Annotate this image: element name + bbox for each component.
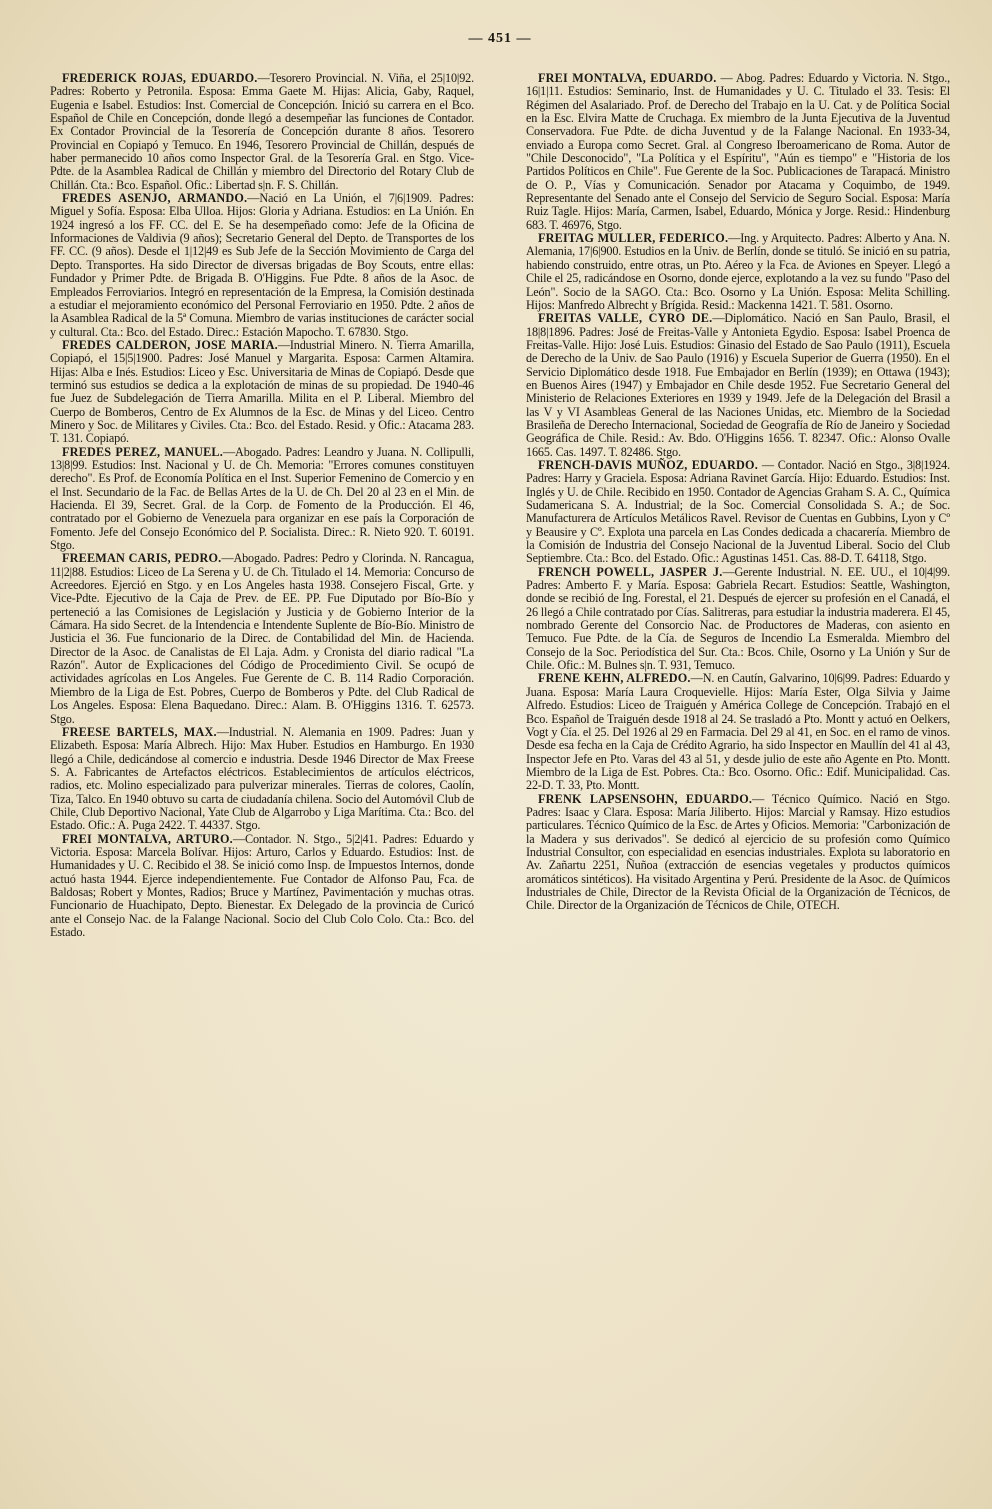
entry-name: FRENK LAPSENSOHN, EDUARDO. — [538, 791, 753, 806]
left-column — [50, 72, 474, 939]
entry-name: FRENCH-DAVIS MUÑOZ, EDUARDO. — [538, 457, 758, 472]
biography-entry — [526, 459, 950, 566]
entry-name: FRENE KEHN, ALFREDO. — [538, 671, 691, 686]
entry-name: FRENCH POWELL, JASPER J. — [538, 564, 723, 579]
biography-entry — [50, 833, 474, 940]
biography-entry — [50, 192, 474, 339]
biography-entry — [50, 552, 474, 725]
page-number: — 451 — — [468, 31, 532, 46]
entry-text: —Contador. N. Stgo., 5|2|41. Padres: Eduardo y Victoria. Esposa: Marcela Bolívar. Hijos: Arturo, Carlos y Eduardo. Estudios: Inst. de Humanidades y U. C. Recibido el 38. Se inició como Insp. de Impuestos Internos, donde actuó hasta 1944. Ejerce independientemente. Fue Contador de Alfonso Pau, Fca. de Baldosas; Robert y Montes, Radios; Bruce y Martínez, Pavimentación y muchas otras. Funcionario de Huachipato, Depto. Bienestar. Ex Delegado de la provincia de Curicó ante el Consejo Nac. de la Falange Nacional. Socio del Club Colo Colo. Cta.: Bco. del Estado. — [50, 831, 474, 939]
entry-name: FREI MONTALVA, ARTURO. — [62, 831, 233, 846]
entry-text: —Gerente Industrial. N. EE. UU., el 10|4|99. Padres: Amberto F. y María. Esposa: Gabriela Recart. Estudios: Seattle, Washington, donde se recibió de Ing. Forestal, el 21. Después de ejercer su profesión en el Canadá, el 26 llegó a Chile contratado por Cías. Salitreras, para estudiar la industria maderera. El 45, nombrado Gerente del Consorcio Nac. de Productores de Maderas, con asiento en Temuco. Fue Pdte. de la Cía. de Seguros de Incendio La Esmeralda. Miembro del Consejo de la Soc. Periodística del Sur. Cta.: Bcos. Chile, Osorno y La Unión y Sur de Chile. Ofic.: M. Bulnes s|n. T. 931, Temuco. — [526, 564, 950, 673]
right-column — [526, 72, 950, 939]
biography-entry — [50, 72, 474, 192]
biography-entry — [526, 672, 950, 792]
entry-name: FREDERICK ROJAS, EDUARDO. — [62, 71, 258, 85]
entry-text: —Nació en La Unión, el 7|6|1909. Padres: Miguel y Sofía. Esposa: Elba Ulloa. Hijos: Gloria y Adriana. Estudios: en La Unión. En 1924 ingresó a los FF. CC. del E. Se ha desempeñado como: Jefe de la Oficina de Informaciones de Valdivia (9 años); Secretario General del Depto. de Transportes de los FF. CC. (9 años). Desde el 1|12|49 es Sub Jefe de la Sección Movimiento de Carga del Depto. Transportes. Ha sido Director de diversas brigadas de Boy Scouts, entre ellas: Fundador y Primer Pdte. de Brigada B. O'Higgins. Fue Pdte. 8 años de la Asoc. de Empleados Ferroviarios. Integró en representación de la Empresa, la Comisión destinada a estudiar el mejoramiento económico del Personal Ferroviario en 1950. Pdte. 2 años de la Asamblea Radical de la 5ª Comuna. Miembro de varias instituciones de carácter social y cultural. Cta.: Bco. del Estado. Direc.: Estación Mapocho. T. 67830. Stgo. — [50, 191, 474, 339]
entry-name: FREDES ASENJO, ARMANDO. — [62, 191, 248, 206]
entry-text: —Abogado. Padres: Leandro y Juana. N. Collipulli, 13|8|99. Estudios: Inst. Nacional y U. de Ch. Memoria: "Errores comunes constituyen derecho". Es Prof. de Economía Política en el Inst. Superior Femenino de Comercio y en el Inst. Secundario de la Fac. de Bellas Artes de la U. de Ch. Del 20 al 23 en el Min. de Hacienda. El 39, Secret. Gral. de la Corp. de Fomento de la Producción. El 46, contratado por el Gobierno de Venezuela para organizar en ese país la Corporación de Fomento. Jefe del Consejo Económico del P. Socialista. Direc.: R. Nieto 920. T. 60191. Stgo. — [50, 444, 474, 553]
biography-entry — [50, 339, 474, 446]
entry-name: FREESE BARTELS, MAX. — [62, 724, 217, 739]
entry-text: —Ing. y Arquitecto. Padres: Alberto y Ana. N. Alemania, 17|6|900. Estudios en la Univ. de Berlín, donde se tituló. Se inició en su patria, habiendo construido, entre otras, un Pto. Aéreo y la Fca. de Aviones en Speyer. Llegó a Chile el 25, radicándose en Osorno, donde ejerce, explotando a la vez su fundo "Paso del León". Socio de la SAGO. Cta.: Bco. Osorno y La Unión. Esposa: Melita Schilling. Hijos: Manfredo Albrecht y Brígida. Resid.: Mackenna 1421. T. 581. Osorno. — [526, 231, 950, 312]
biography-entry — [526, 793, 950, 913]
entry-text: —N. en Cautín, Galvarino, 10|6|99. Padres: Eduardo y Juana. Esposa: María Laura Croquevielle. Hijos: María Ester, Olga Silvia y Jaime Alfredo. Estudios: Liceo de Traiguén y América College de Concepción. Trabajó en el Bco. Español de Traiguén desde 1918 al 24. Se trasladó a Pto. Montt y actuó en Oelkers, Vogt y Cía. el 25. Del 1926 al 29 en Farmacia. Del 29 al 41, en Soc. en el ramo de vinos. Desde esa fecha en la Caja de Crédito Agrario, ha sido Inspector en Maullín del 41 al 43, Inspector Jefe en Pto. Varas del 43 al 51, y desde julio de este año Agente en Pto. Montt. Miembro de la Liga de Est. Pobres. Cta.: Bco. Osorno. Ofic.: Edif. Municipalidad. Cas. 22-D. T. 33, Pto. Montt. — [526, 671, 951, 793]
entry-name: FREDES PEREZ, MANUEL. — [62, 444, 223, 459]
entry-text: —Diplomático. Nació en San Paulo, Brasil, el 18|8|1896. Padres: José de Freitas-Valle y Antonieta Egydio. Esposa: Isabel Proenca de Freitas-Valle. Hijo: José Luis. Estudios: Ginasio del Estado de Sao Paulo (1911), Escuela de Derecho de la Univ. de Sao Paulo (1916) y Escuela Superior de Guerra (1950). En el Servicio Diplomático desde 1918. Fue Embajador en Berlín (1939); en Ottawa (1943); en Buenos Aires (1947) y Embajador en Chile desde 1952. Fue Secretario General del Ministerio de Relaciones Exteriores en 1939 y 1949. Jefe de la Delegación del Brasil a las V y VI Asambleas General de las Naciones Unidas, etc. Miembro de la Sociedad Brasileña de Derecho Internacional, Sociedad de Geografía de Río de Janeiro y Sociedad Geográfica de Chile. Resid.: Av. Bdo. O'Higgins 1656. T. 82347. Ofic.: Alonso Ovalle 1665. Cas. 1497. T. 82486. Stgo. — [526, 311, 950, 459]
entry-name: FREITAG MULLER, FEDERICO. — [538, 231, 729, 246]
entry-text: —Industrial Minero. N. Tierra Amarilla, Copiapó, el 15|5|1900. Padres: José Manuel y Margarita. Esposa: Carmen Altamira. Hijas: Alba e Inés. Estudios: Liceo y Esc. Universitaria de Minas de Copiapó. Desde que terminó sus estudios se dedica a la explotación de minas de su propiedad. De 1940-46 fue Juez de Subdelegación de Tierra Amarilla. Milita en el P. Liberal. Miembro del Cuerpo de Bomberos, Centro de Ex Alumnos de la Esc. de Minas y del Liceo. Centro Minero y Soc. de Militares y Civiles. Cta.: Bco. del Estado. Resid. y Ofic.: Atacama 283. T. 131. Copiapó. — [50, 337, 474, 446]
entry-name: FREI MONTALVA, EDUARDO. — [538, 71, 717, 85]
entry-text: — Abog. Padres: Eduardo y Victoria. N. Stgo., 16|1|11. Estudios: Seminario, Inst. de Humanidades y U. C. Titulado el 33. Tesis: El Régimen del Asalariado. Prof. de Derecho del Trabajo en la U. Cat. y de Política Social en la Esc. Elvira Matte de Cruchaga. Ex miembro de la Junta Ejecutiva de la Juventud Conservadora. Fue Pdte. de dicha Juventud y de la Falange Nacional. En 1933-34, enviado a Europa como Secret. Gral. al Congreso Iberoamericano de Roma. Autor de "Chile Desconocido", "La Política y el Espíritu", "Aún es tiempo" e "Historia de los Partidos Políticos en Chile". Fue Gerente de la Soc. Publicaciones de Tarapacá. Ministro de O. P., Vías y Comunicación. Senador por Atacama y Coquimbo, de 1949. Representante del Senado ante el Consejo del Servicio de Seguro Social. Esposa: María Ruiz Tagle. Hijos: María, Carmen, Isabel, Eduardo, Mónica y Jorge. Resid.: Hindenburg 683. T. 46976, Stgo. — [526, 71, 950, 232]
biography-entry — [50, 726, 474, 833]
entry-text: —Abogado. Padres: Pedro y Clorinda. N. Rancagua, 11|2|88. Estudios: Liceo de La Serena y U. de Ch. Titulado el 14. Memoria: Concurso de Acreedores. Ejerció en Stgo. y en Los Angeles hasta 1938. Consejero Fiscal, Grte. y Vice-Pdte. Ejecutivo de la Caja de Prev. de EE. PP. Fue Diputado por Bío-Bío y perteneció a las Comisiones de Legislación y Justicia y de Gobierno Interior de la Cámara. Ha sido Secret. de la Intendencia e Intendente Suplente de Bío-Bío. Ministro de Justicia el 36. Fue funcionario de la Direc. de Contabilidad del Min. de Hacienda. Director de la Asoc. de Canalistas de El Laja. Adm. y Cronista del diario radical "La Razón". Autor de Explicaciones del Código de Procedimiento Civil. Se ocupó de actividades agrícolas en Los Angeles. Fue Gerente de C. B. 114 Radio Corporación. Miembro de la Liga de Est. Pobres, Cuerpo de Bomberos y Pdte. del Club Radical de Los Angeles. Esposa: Elena Baquedano. Direc.: Alam. B. O'Higgins 1316. T. 62573. Stgo. — [50, 551, 474, 726]
entry-text: — Contador. Nació en Stgo., 3|8|1924. Padres: Harry y Graciela. Esposa: Adriana Ravinet García. Hijo: Eduardo. Estudios: Inst. Inglés y U. de Chile. Recibido en 1950. Contador de Agencias Graham S. A. C., Química Sudamericana S. A. Industrial; de la Soc. Comercial Consolidada S. A.; de Soc. Manufacturera de Artículos Metálicos Ravel. Revisor de Cuentas en Gubbins, Lyon y Cº y Beausire y Cº. Explota una parcela en Las Condes dedicada a chacarería. Miembro de la Comisión de Industria del Consejo Nacional de la Juventud Liberal. Socio del Club Septiembre. Cta.: Bco. del Estado. Ofic.: Agustinas 1451. Cas. 88-D. T. 64118, Stgo. — [526, 457, 950, 566]
biography-entry — [526, 566, 950, 673]
entry-name: FREITAS VALLE, CYRO DE. — [538, 311, 713, 326]
entry-name: FREEMAN CARIS, PEDRO. — [62, 551, 222, 566]
entry-text: — Técnico Químico. Nació en Stgo. Padres: Isaac y Clara. Esposa: María Jiliberto. Hijos: Marcial y Ramsay. Hizo estudios particulares. Técnico Químico de la Esc. de Artes y Oficios. Memoria: "Carbonización de la Madera y sus derivados". Se dedicó al ejercicio de su profesión como Químico Industrial Consultor, con especialidad en esencias industriales. Explota su laboratorio en Av. Zañartu 2251, Ñuñoa (extracción de esencias vegetales y productos químicos aromáticos sintéticos). Ha visitado Argentina y Perú. Presidente de la Asoc. de Químicos Industriales de Chile, Director de la Revista Oficial de la Organización de Técnicos, de Chile. Director de la Organización de Técnicos de Chile, OTECH. — [526, 791, 950, 913]
columns — [50, 72, 950, 939]
biography-entry — [526, 72, 950, 232]
biography-entry — [50, 446, 474, 553]
entry-name: FREDES CALDERON, JOSE MARIA. — [62, 337, 278, 352]
biography-entry — [526, 232, 950, 312]
entry-text: —Tesorero Provincial. N. Viña, el 25|10|92. Padres: Roberto y Petronila. Esposa: Emma Gaete M. Hijas: Alicia, Gaby, Raquel, Eugenia e Isabel. Estudios: Inst. Comercial de Concepción. Inició su carrera en el Bco. Español de Chile en Concepción, donde llegó a desempeñar las funciones de Contador. Ex Contador Provincial de la Tesorería de Concepción durante 8 años. Tesorero Provincial en Copiapó y Temuco. En 1946, Tesorero Provincial de Chillán, después de haber permanecido 10 años como Inspector Gral. de la Tesorería Gral. en Stgo. Vice-Pdte. de la Asamblea Radical de Chillán y miembro del Directorio del Rotary Club de Chillán. Cta.: Bco. Español. Ofic.: Libertad s|n. F. S. Chillán. — [50, 71, 474, 192]
entry-text: —Industrial. N. Alemania en 1909. Padres: Juan y Elizabeth. Esposa: María Albrech. Hijo: Max Huber. Estudios en Hamburgo. En 1930 llegó a Chile, dedicándose al comercio e industria. Desde 1946 Director de Max Freese S. A. Fabricantes de Artefactos eléctricos. Establecimientos de artículos eléctricos, radios, etc. Molino especializado para pulverizar minerales. Tierras de colores, Caolín, Tiza, Talco. En 1940 obtuvo su carta de ciudadanía chilena. Socio del Automóvil Club de Chile, Club Deportivo Nacional, Yate Club de Algarrobo y Liga Marítima. Cta.: Bco. del Estado. Ofic.: A. Puga 2422. T. 44337. Stgo. — [50, 724, 474, 833]
biography-entry — [526, 312, 950, 459]
